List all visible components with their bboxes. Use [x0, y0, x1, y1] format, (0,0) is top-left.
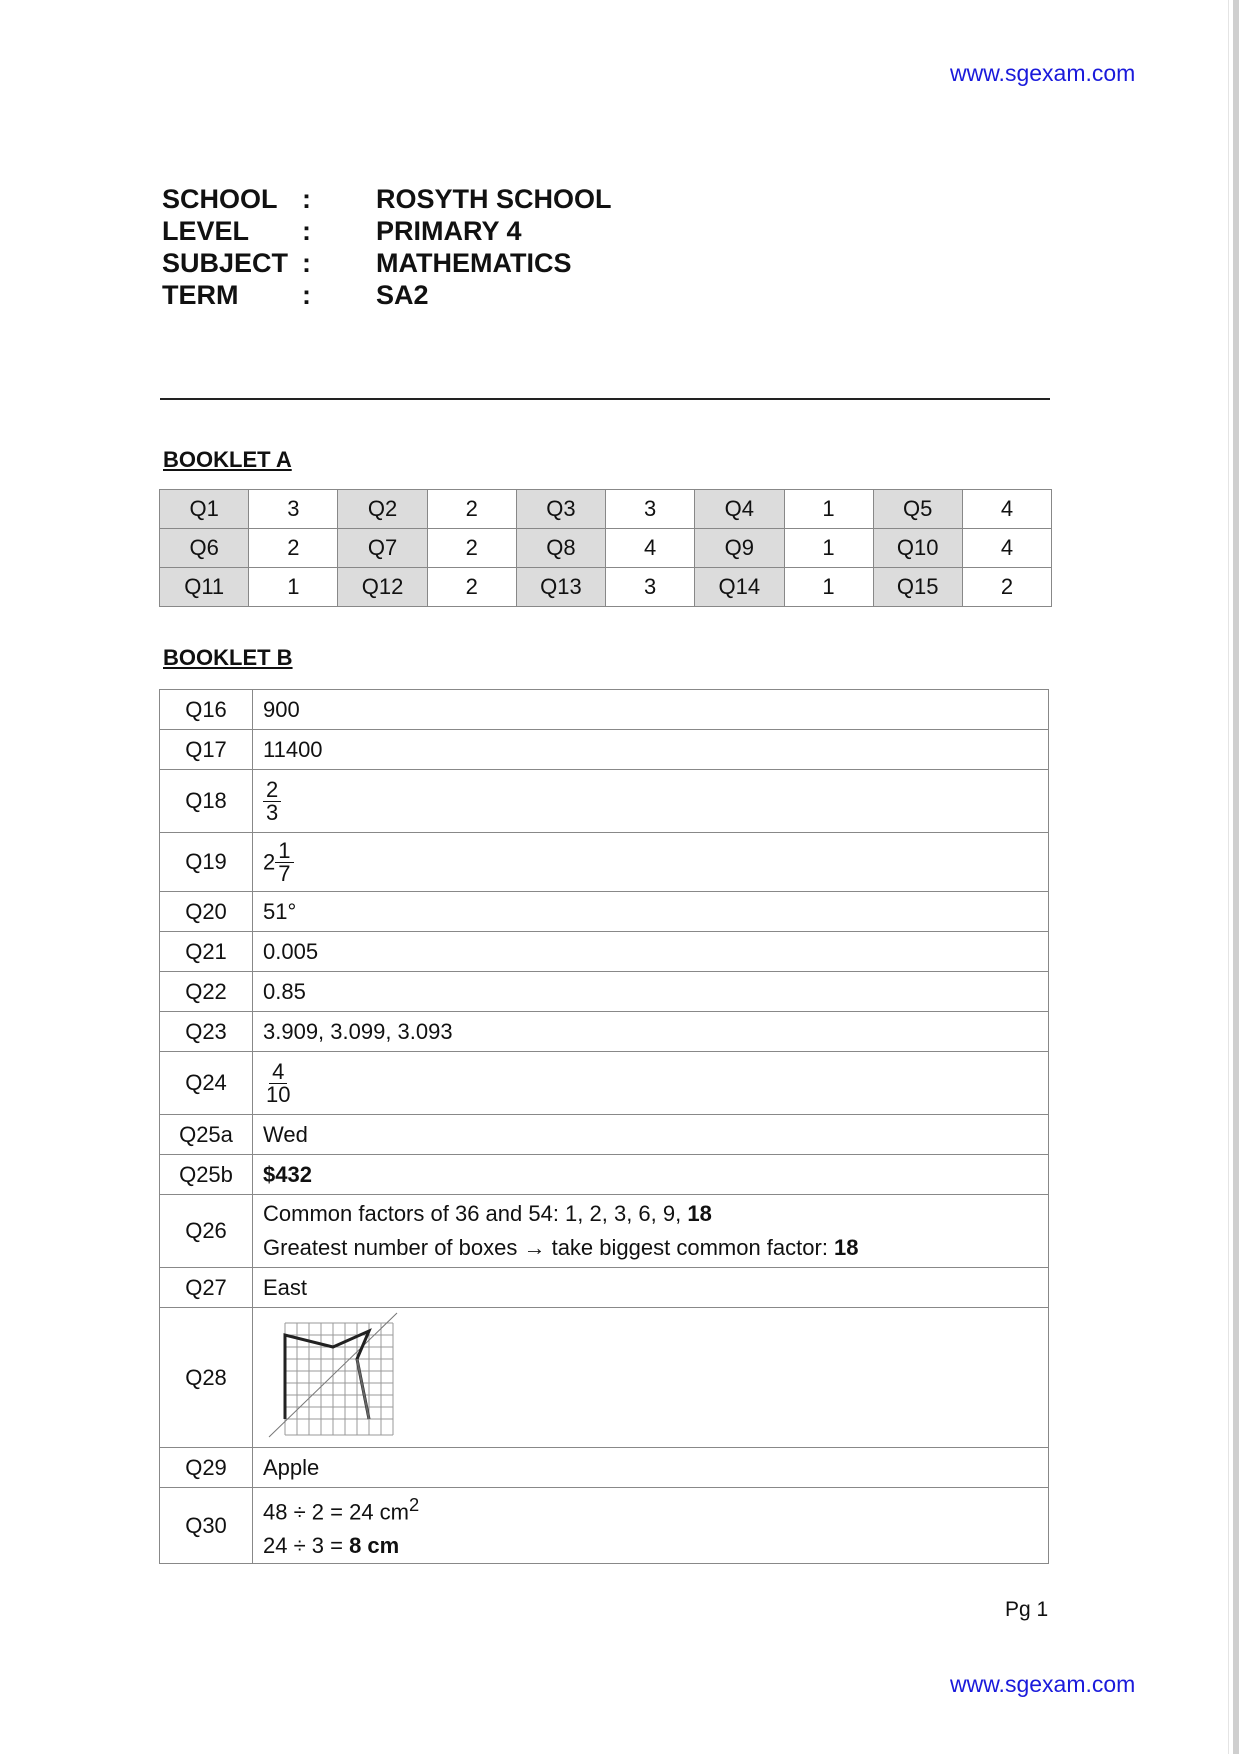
working-text: Common factors of 36 and 54: 1, 2, 3, 6, 9, [263, 1201, 688, 1226]
fraction-numerator: 2 [263, 779, 281, 802]
question-number: Q16 [160, 690, 253, 730]
question-number: Q18 [160, 770, 253, 833]
meta-row-level [162, 215, 612, 247]
scan-edge-line [1228, 0, 1229, 1754]
meta-colon: : [302, 184, 311, 214]
meta-row-school [162, 183, 612, 215]
question-number: Q21 [160, 932, 253, 972]
fraction-denominator: 7 [278, 860, 291, 886]
question-number: Q15 [873, 568, 962, 607]
answer-cell: 900 [253, 690, 1049, 730]
exam-meta [162, 183, 612, 311]
booklet-b-heading: BOOKLET B [163, 645, 293, 670]
answer-cell [253, 1488, 1049, 1564]
answer-cell [253, 833, 1049, 892]
bold-answer: 18 [834, 1235, 859, 1260]
answer-cell: 4 [606, 529, 695, 568]
question-number: Q25b [160, 1155, 253, 1195]
scan-edge [1233, 0, 1239, 1754]
bold-answer: $432 [263, 1161, 312, 1187]
question-number: Q5 [873, 490, 962, 529]
answer-cell: 51° [253, 892, 1049, 932]
answer-cell: 2 [249, 529, 338, 568]
fraction [263, 776, 281, 825]
question-number: Q7 [338, 529, 427, 568]
meta-label: LEVEL [162, 216, 250, 246]
answer-cell: 1 [249, 568, 338, 607]
meta-row-term [162, 279, 612, 311]
fraction [275, 837, 293, 886]
meta-row-subject [162, 247, 612, 279]
question-number: Q29 [160, 1448, 253, 1488]
working-line [263, 1529, 1038, 1563]
question-number: Q11 [160, 568, 249, 607]
question-number: Q30 [160, 1488, 253, 1564]
table-row [160, 1052, 1049, 1115]
table-row [160, 568, 1052, 607]
answer-cell: 1 [784, 568, 873, 607]
meta-colon: : [302, 248, 311, 278]
answer-cell: 2 [427, 529, 516, 568]
table-row [160, 1268, 1049, 1308]
table-row [160, 490, 1052, 529]
answer-cell: Wed [253, 1115, 1049, 1155]
booklet-a-table [159, 489, 1052, 607]
symmetry-grid-figure [263, 1309, 403, 1441]
fraction [263, 1058, 293, 1107]
answer-cell: 0.005 [253, 932, 1049, 972]
table-row [160, 770, 1049, 833]
question-number: Q28 [160, 1308, 253, 1448]
header-divider [160, 398, 1050, 400]
question-number: Q26 [160, 1195, 253, 1268]
meta-value: MATHEMATICS [376, 248, 572, 278]
question-number: Q3 [516, 490, 605, 529]
fraction-numerator: 1 [275, 840, 293, 863]
answer-cell: Apple [253, 1448, 1049, 1488]
table-row [160, 529, 1052, 568]
answer-cell: East [253, 1268, 1049, 1308]
page-number: Pg 1 [1005, 1598, 1049, 1621]
question-number: Q19 [160, 833, 253, 892]
fraction-denominator: 10 [266, 1081, 291, 1107]
meta-label: TERM [162, 280, 239, 310]
answer-cell: 4 [962, 490, 1051, 529]
question-number: Q10 [873, 529, 962, 568]
answer-cell: 1 [784, 529, 873, 568]
question-number: Q24 [160, 1052, 253, 1115]
meta-colon: : [302, 280, 311, 310]
table-row [160, 1155, 1049, 1195]
bold-answer: 8 cm [349, 1533, 400, 1559]
working-line [263, 1488, 1038, 1529]
table-row [160, 690, 1049, 730]
website-link-top[interactable]: www.sgexam.com [950, 60, 1136, 86]
working-text: Greatest number of boxes → take biggest common factor: [263, 1235, 835, 1260]
answer-cell: 2 [427, 568, 516, 607]
question-number: Q14 [695, 568, 784, 607]
question-number: Q8 [516, 529, 605, 568]
working-text: 48 ÷ 2 = 24 cm [263, 1499, 409, 1525]
table-row [160, 1488, 1049, 1564]
working-line [263, 1197, 1038, 1231]
answer-cell [253, 1052, 1049, 1115]
table-row [160, 972, 1049, 1012]
question-number: Q25a [160, 1115, 253, 1155]
fraction-numerator: 4 [269, 1061, 287, 1084]
table-row [160, 1195, 1049, 1268]
table-row [160, 833, 1049, 892]
fraction-denominator: 3 [266, 799, 279, 825]
answer-cell: 4 [962, 529, 1051, 568]
question-number: Q6 [160, 529, 249, 568]
answer-cell: 2 [962, 568, 1051, 607]
table-row [160, 932, 1049, 972]
website-link-bottom[interactable]: www.sgexam.com [950, 1671, 1136, 1697]
booklet-a-heading: BOOKLET A [163, 447, 292, 472]
meta-value: PRIMARY 4 [376, 216, 522, 246]
question-number: Q20 [160, 892, 253, 932]
table-row [160, 1012, 1049, 1052]
table-row [160, 1308, 1049, 1448]
answer-cell: 3 [249, 490, 338, 529]
meta-label: SCHOOL [162, 184, 278, 214]
question-number: Q9 [695, 529, 784, 568]
question-number: Q27 [160, 1268, 253, 1308]
answer-cell [253, 770, 1049, 833]
question-number: Q13 [516, 568, 605, 607]
meta-colon: : [302, 216, 311, 246]
working-text: 24 ÷ 3 = [263, 1533, 350, 1559]
table-row [160, 1115, 1049, 1155]
answer-cell: 3.909, 3.099, 3.093 [253, 1012, 1049, 1052]
table-row [160, 730, 1049, 770]
table-row [160, 892, 1049, 932]
answer-cell: 3 [606, 568, 695, 607]
answer-cell [253, 1155, 1049, 1195]
answer-cell: 1 [784, 490, 873, 529]
question-number: Q23 [160, 1012, 253, 1052]
mixed-number-whole: 2 [263, 849, 276, 874]
question-number: Q17 [160, 730, 253, 770]
question-number: Q12 [338, 568, 427, 607]
answer-cell: 0.85 [253, 972, 1049, 1012]
meta-label: SUBJECT [162, 248, 289, 278]
working-line [263, 1231, 1038, 1265]
question-number: Q22 [160, 972, 253, 1012]
question-number: Q1 [160, 490, 249, 529]
superscript: 2 [409, 1494, 420, 1515]
question-number: Q4 [695, 490, 784, 529]
answer-cell: 11400 [253, 730, 1049, 770]
meta-value: ROSYTH SCHOOL [376, 184, 612, 214]
question-number: Q2 [338, 490, 427, 529]
table-row [160, 1448, 1049, 1488]
booklet-b-table [159, 689, 1049, 1564]
meta-value: SA2 [376, 280, 429, 310]
answer-cell [253, 1195, 1049, 1268]
answer-cell [253, 1308, 1049, 1448]
answer-cell: 2 [427, 490, 516, 529]
answer-cell: 3 [606, 490, 695, 529]
bold-answer: 18 [687, 1201, 712, 1226]
